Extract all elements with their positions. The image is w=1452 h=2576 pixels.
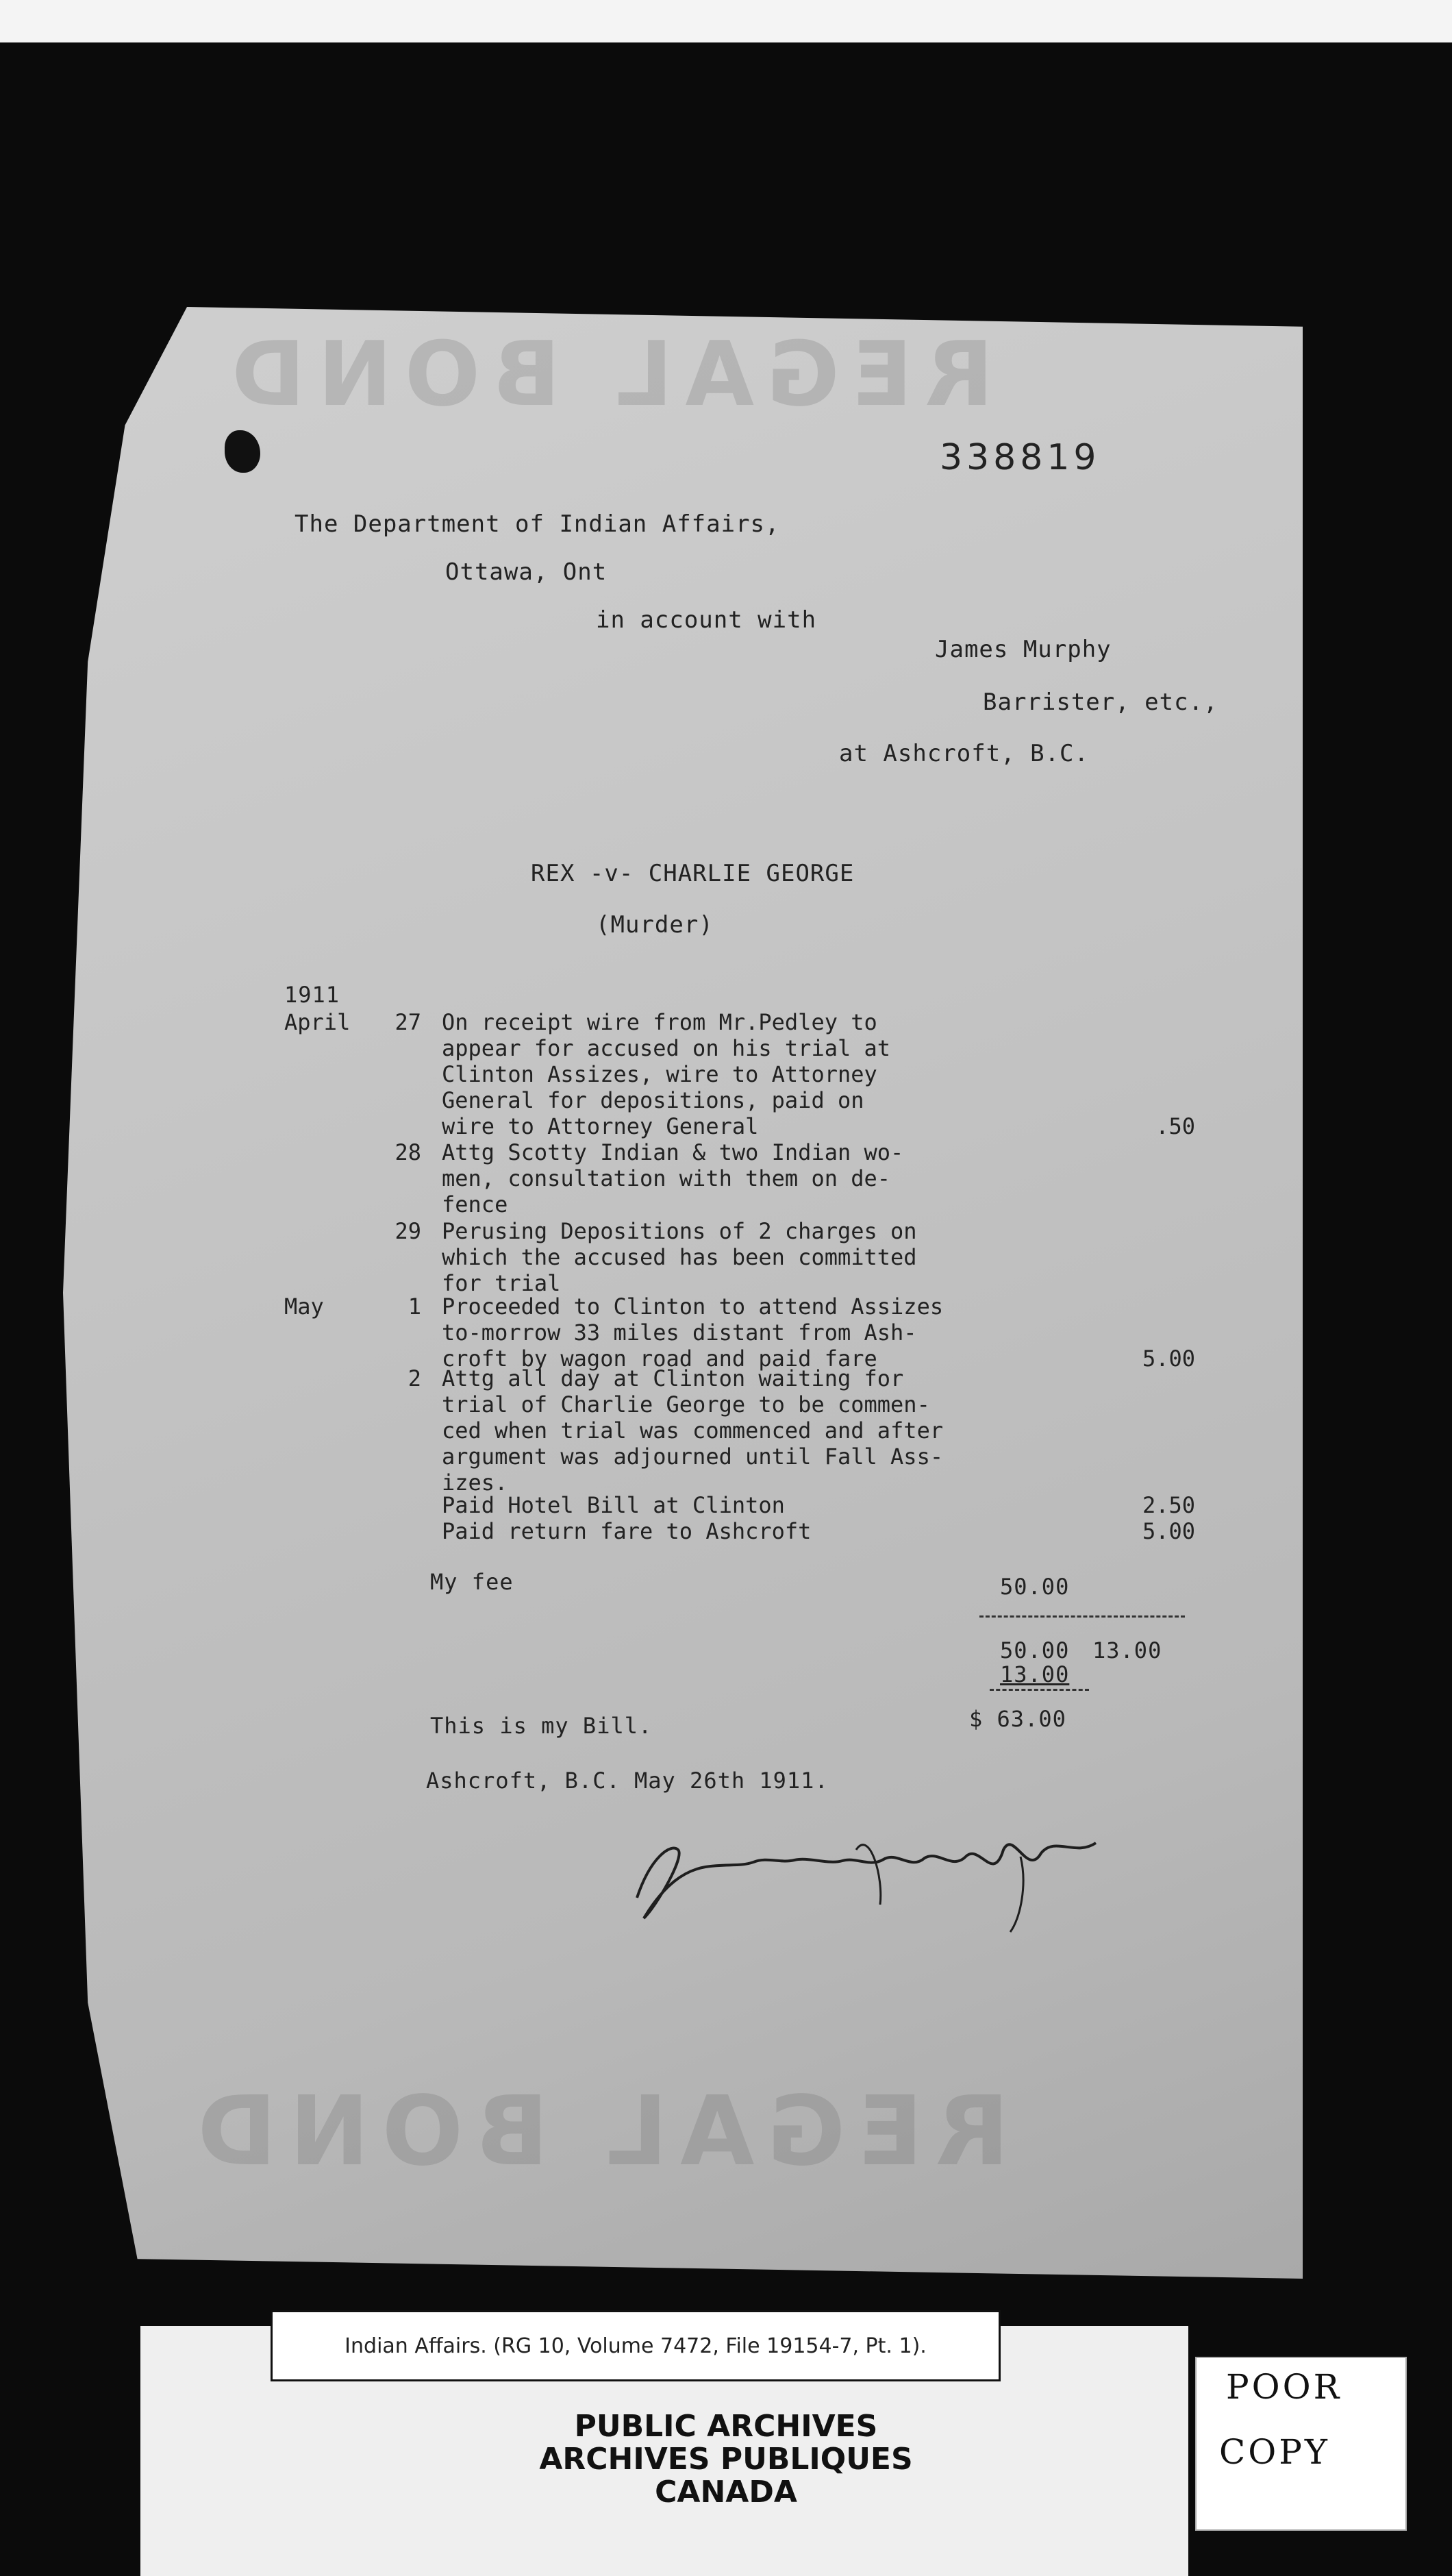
entry-amount: 2.50 [1142, 1492, 1195, 1518]
ledger-row [284, 1009, 1202, 1139]
entry-month: May [284, 1293, 324, 1320]
entry-day: 1 [408, 1293, 421, 1320]
entry-amount: .50 [1155, 1113, 1195, 1139]
ledger-row [284, 1492, 1202, 1520]
fee-amount: 50.00 [1000, 1574, 1070, 1600]
bill-label: This is my Bill. [430, 1713, 653, 1739]
ledger-row [284, 1365, 1202, 1496]
entry-month: April [284, 1009, 351, 1035]
divider-rule [990, 1689, 1089, 1691]
ledger-row [284, 1139, 1202, 1218]
ledger-row [284, 1293, 1202, 1372]
creditor-name: James Murphy [935, 636, 1112, 663]
entry-description: On receipt wire from Mr.Pedley to appear for accused on his trial at Clinton Assizes, wire to Attorney General for depositions, paid on wire to Attorney General [442, 1009, 891, 1139]
entry-day: 2 [408, 1365, 421, 1391]
ledger-year: 1911 [284, 982, 340, 1008]
entry-day: 27 [395, 1009, 421, 1035]
creditor-title: Barrister, etc., [983, 689, 1218, 716]
addressee-line-2: Ottawa, Ont [445, 558, 608, 586]
watermark-bottom: REGAL BOND [185, 2076, 1010, 2188]
case-subtitle: (Murder) [596, 911, 714, 939]
archive-line-1: PUBLIC ARCHIVES [574, 2409, 878, 2444]
ledger-row [284, 1218, 1202, 1297]
entry-description: Paid Hotel Bill at Clinton [442, 1492, 785, 1518]
entry-description: Perusing Depositions of 2 charges on which the accused has been committed for trial [442, 1218, 917, 1296]
place-date: Ashcroft, B.C. May 26th 1911. [426, 1768, 829, 1794]
archive-reference-text: Indian Affairs. (RG 10, Volume 7472, File 19154-7, Pt. 1). [345, 2333, 927, 2358]
entry-amount: 5.00 [1142, 1518, 1195, 1544]
archive-line-3: CANADA [655, 2475, 797, 2510]
watermark-top: REGAL BOND [219, 322, 994, 426]
scan-top-margin [0, 0, 1452, 42]
subtotal-b: 13.00 [1092, 1637, 1162, 1663]
divider-rule [979, 1615, 1185, 1618]
archive-line-2: ARCHIVES PUBLIQUES [539, 2442, 913, 2477]
bill-total: $ 63.00 [969, 1706, 1066, 1732]
case-title: REX -v- CHARLIE GEORGE [531, 860, 855, 887]
entry-description: Attg all day at Clinton waiting for trial of Charlie George to be commen- ced when trial was commenced and after argument was adjourned until Fall Ass- izes. [442, 1365, 944, 1496]
fee-label: My fee [430, 1569, 514, 1595]
archive-stamp [384, 2410, 1068, 2509]
entry-description: Proceeded to Clinton to attend Assizes to-morrow 33 miles distant from Ash- croft by wagon road and paid fare [442, 1293, 944, 1372]
signature [610, 1802, 1130, 1939]
entry-description: Paid return fare to Ashcroft [442, 1518, 812, 1544]
addressee-line-1: The Department of Indian Affairs, [295, 510, 780, 538]
entry-day: 29 [395, 1218, 421, 1244]
creditor-location: at Ashcroft, B.C. [839, 740, 1089, 767]
note-line-1: POOR [1226, 2367, 1342, 2407]
entry-amount: 5.00 [1142, 1346, 1195, 1372]
subtotal-c: 13.00 [1000, 1661, 1070, 1687]
subtotal-a: 50.00 [1000, 1637, 1070, 1663]
file-number: 338819 [940, 437, 1101, 478]
account-with: in account with [596, 606, 817, 634]
ledger-row [284, 1518, 1202, 1546]
entry-day: 28 [395, 1139, 421, 1165]
note-line-2: COPY [1219, 2432, 1330, 2472]
entry-description: Attg Scotty Indian & two Indian wo- men, consultation with them on de- fence [442, 1139, 904, 1217]
archive-reference [271, 2310, 1001, 2381]
